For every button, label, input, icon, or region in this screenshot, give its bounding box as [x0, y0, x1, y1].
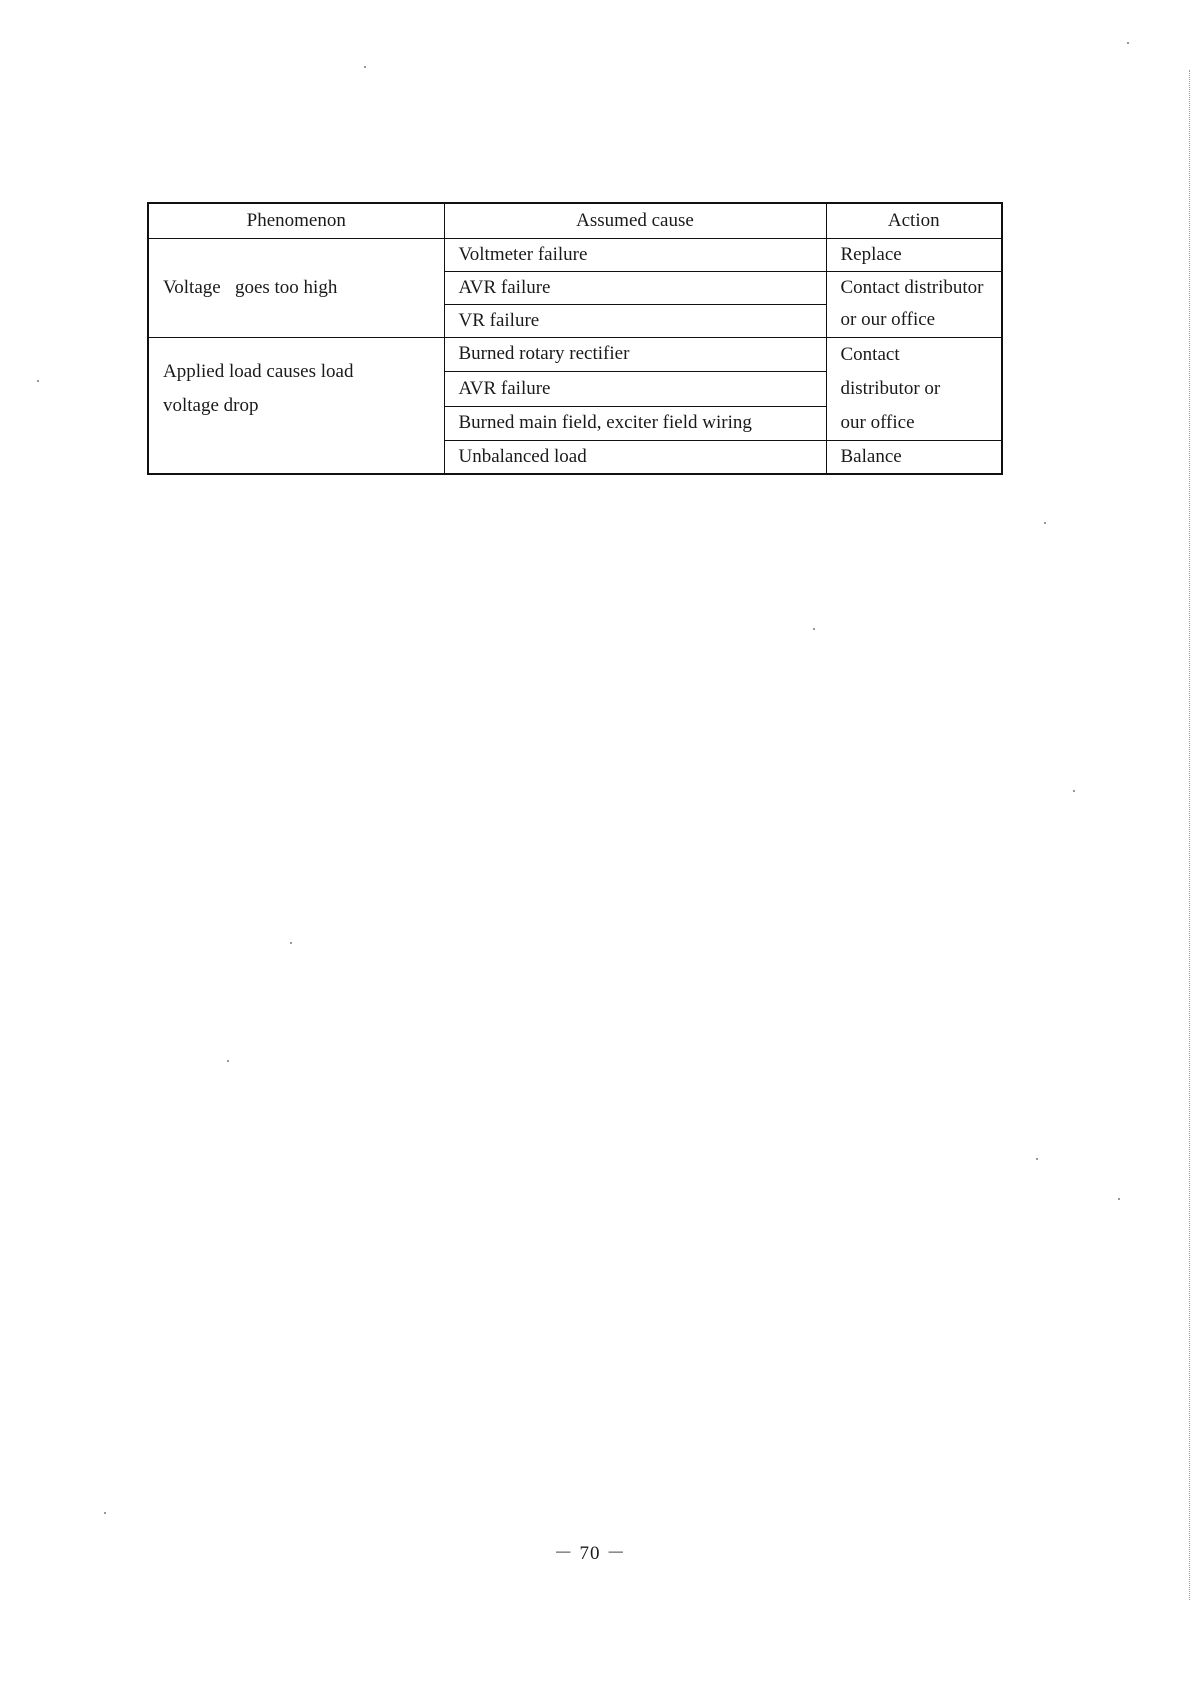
cause-cell: Burned rotary rectifier: [444, 338, 826, 372]
scan-speck: [813, 628, 815, 630]
table-row: [148, 239, 1002, 272]
table-header-row: [148, 203, 1002, 239]
scan-speck: [37, 380, 39, 382]
cause-cell: VR failure: [444, 305, 826, 338]
phenomenon-text: Voltage goes too high: [163, 277, 338, 298]
scan-speck: [1073, 790, 1075, 792]
action-cell: [826, 338, 1002, 441]
cause-cell: AVR failure: [444, 272, 826, 305]
troubleshooting-table: [147, 202, 1003, 475]
action-cell: Replace: [826, 239, 1002, 272]
phenomenon-text: Applied load causes load: [163, 360, 354, 382]
header-action: Action: [826, 203, 1002, 239]
scan-page-edge: [1189, 70, 1190, 1600]
scan-speck: [1118, 1198, 1120, 1200]
phenomenon-text: voltage drop: [163, 394, 259, 416]
scan-speck: [1044, 522, 1046, 524]
phenomenon-cell: [148, 338, 444, 475]
header-assumed-cause: Assumed cause: [444, 203, 826, 239]
cause-cell: AVR failure: [444, 372, 826, 406]
scan-speck: [227, 1060, 229, 1062]
action-text: distributor or: [840, 378, 941, 399]
cause-cell: Unbalanced load: [444, 441, 826, 475]
cause-cell: Burned main field, exciter field wiring: [444, 406, 826, 440]
scan-speck: [1127, 42, 1129, 44]
scan-speck: [1036, 1158, 1038, 1160]
scan-speck: [104, 1512, 106, 1514]
header-phenomenon: Phenomenon: [148, 203, 444, 239]
scan-speck: [290, 942, 292, 944]
page-number: － 70 －: [553, 1543, 627, 1564]
action-text: Contact: [840, 344, 900, 365]
action-cell: Contact distributor: [826, 272, 1002, 305]
action-text: our office: [840, 412, 915, 433]
action-cell: Balance: [826, 441, 1002, 475]
phenomenon-cell: [148, 239, 444, 338]
action-cell-continued: or our office: [826, 305, 1002, 338]
cause-cell: Voltmeter failure: [444, 239, 826, 272]
scan-speck: [364, 66, 366, 68]
table-row: [148, 338, 1002, 372]
